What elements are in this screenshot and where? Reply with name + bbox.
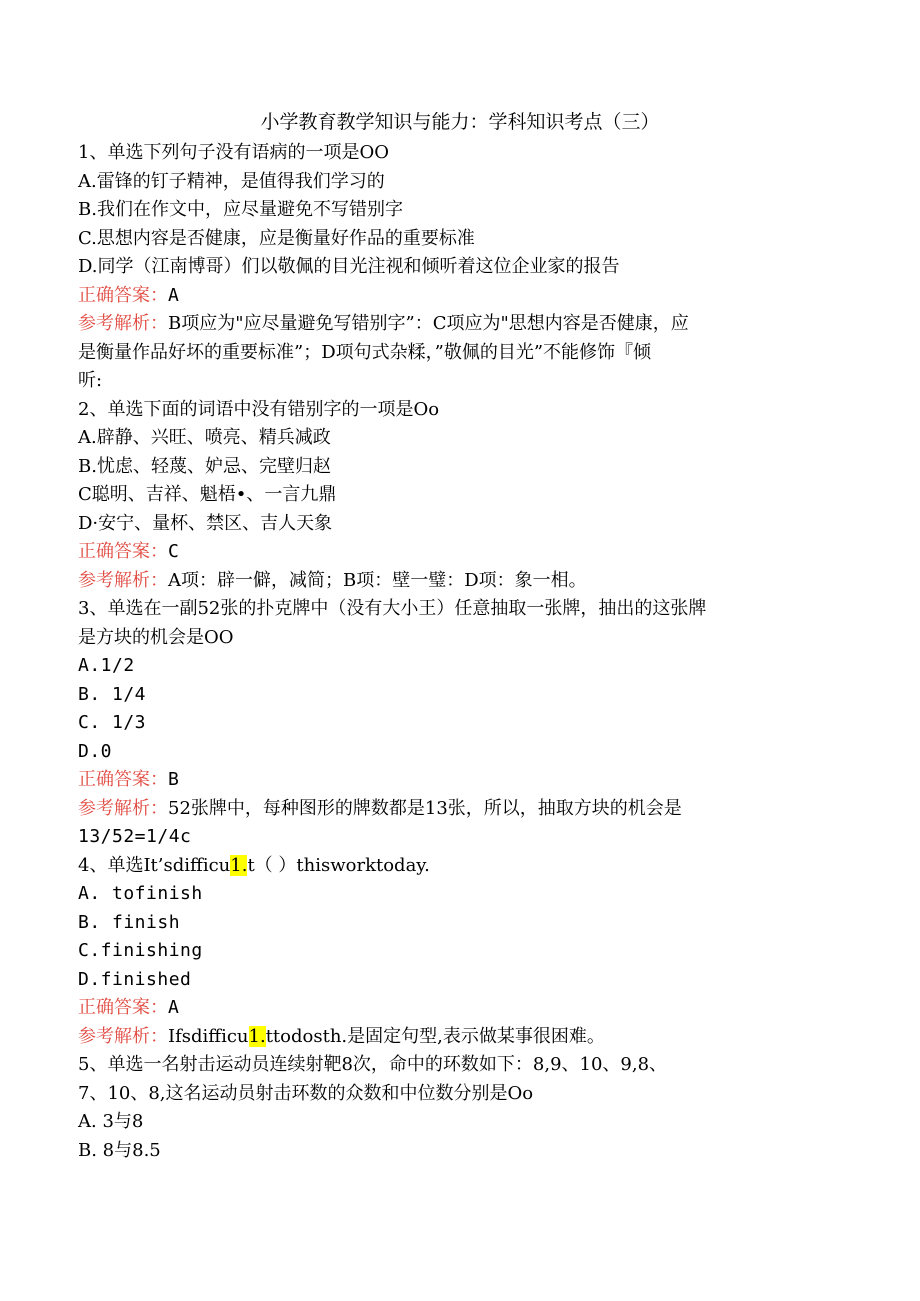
option-a: A.辟静、兴旺、喷亮、精兵减政 bbox=[78, 427, 331, 448]
analysis-text: A项：辟一僻，减简；B项：壁一璧：D项：象一相。 bbox=[168, 569, 587, 591]
option-a: A. tofinish bbox=[78, 883, 203, 904]
question-stem: 1、单选下列句子没有语病的一项是OO bbox=[78, 142, 389, 163]
answer-label: 正确答案： bbox=[78, 284, 168, 306]
question-stem: 2、单选下面的词语中没有错别字的一项是Oo bbox=[78, 398, 440, 420]
answer-line bbox=[78, 994, 838, 1023]
question-stem: 5、单选一名射击运动员连续射靶8次，命中的环数如下：8,9、10、9,8、 bbox=[78, 1054, 668, 1075]
analysis-text: ttodosth.是固定句型,表示做某事很困难。 bbox=[265, 1025, 605, 1047]
analysis-text: 52张牌中，每种图形的牌数都是13张，所以，抽取方块的机会是 bbox=[168, 797, 682, 819]
question-stem: 3、单选在一副52张的扑克牌中（没有大小王）任意抽取一张牌，抽出的这张牌 bbox=[78, 598, 707, 619]
question-list bbox=[78, 139, 838, 1165]
answer-value: B bbox=[168, 769, 180, 790]
question-1 bbox=[78, 139, 838, 396]
option-a: A. 3与8 bbox=[78, 1111, 144, 1132]
answer-line bbox=[78, 766, 838, 795]
answer-label: 正确答案： bbox=[78, 997, 168, 1018]
option-b: B. 8与8.5 bbox=[78, 1139, 161, 1161]
option-b: B. 1/4 bbox=[78, 683, 147, 705]
answer-value: A bbox=[168, 284, 180, 306]
analysis-text: Ifsdifficu bbox=[168, 1025, 249, 1047]
analysis-text: B项应为"应尽量避免写错别字”：C项应为"思想内容是否健康，应 bbox=[168, 313, 689, 334]
option-a: A.雷锋的钉子精神，是值得我们学习的 bbox=[78, 170, 385, 192]
answer-label: 正确答案： bbox=[78, 541, 168, 562]
option-c: C.思想内容是否健康，应是衡量好作品的重要标准 bbox=[78, 227, 475, 249]
analysis-line bbox=[78, 795, 838, 824]
question-2 bbox=[78, 396, 838, 596]
option-c: C.finishing bbox=[78, 940, 203, 961]
question-3 bbox=[78, 595, 838, 852]
question-stem: 7、10、8,这名运动员射击环数的众数和中位数分别是Oo bbox=[78, 1082, 534, 1104]
stem-text: 4、单选It’sdifficu bbox=[78, 854, 231, 876]
analysis-label: 参考解析： bbox=[78, 569, 168, 591]
analysis-line bbox=[78, 310, 838, 339]
option-b: B.忧虑、轻蔑、妒忌、完壁归赵 bbox=[78, 455, 331, 477]
stem-text: t（ ）thisworktoday. bbox=[247, 854, 430, 876]
analysis-label: 参考解析： bbox=[78, 313, 168, 334]
highlight-mark: 1. bbox=[230, 854, 248, 876]
option-d: D.0 bbox=[78, 740, 113, 762]
question-4 bbox=[78, 852, 838, 1052]
answer-value: A bbox=[168, 997, 180, 1018]
analysis-label: 参考解析： bbox=[78, 1025, 168, 1047]
answer-label: 正确答案： bbox=[78, 769, 168, 790]
option-b: B. finish bbox=[78, 911, 181, 933]
document-title: 小学教育教学知识与能力：学科知识考点（三） bbox=[260, 111, 660, 133]
analysis-text: 是衡量作品好坏的重要标准”；D项句式杂糅，”敬佩的目光”不能修饰『倾 bbox=[78, 341, 652, 363]
option-d: D.finished bbox=[78, 968, 192, 990]
option-d: D.同学（江南博哥）们以敬佩的目光注视和倾听着这位企业家的报告 bbox=[78, 256, 620, 277]
option-a: A.1/2 bbox=[78, 655, 135, 676]
analysis-text: 13/52=1/4c bbox=[78, 826, 192, 847]
question-5 bbox=[78, 1051, 838, 1165]
answer-value: C bbox=[168, 541, 180, 562]
answer-line bbox=[78, 538, 838, 567]
analysis-line bbox=[78, 1023, 838, 1052]
answer-line bbox=[78, 282, 838, 311]
analysis-label: 参考解析： bbox=[78, 797, 168, 819]
highlight-mark: 1. bbox=[248, 1025, 266, 1047]
option-c: C. 1/3 bbox=[78, 712, 147, 733]
question-stem bbox=[78, 852, 838, 881]
option-d: D·安宁、量杯、禁区、吉人天象 bbox=[78, 512, 333, 534]
analysis-line bbox=[78, 567, 838, 596]
option-b: B.我们在作文中，应尽量避免不写错别字 bbox=[78, 199, 403, 220]
analysis-text: 听: bbox=[78, 370, 103, 391]
question-stem: 是方块的机会是OO bbox=[78, 626, 234, 648]
option-c: C聪明、吉祥、魁梧•、一言九鼎 bbox=[78, 484, 337, 505]
